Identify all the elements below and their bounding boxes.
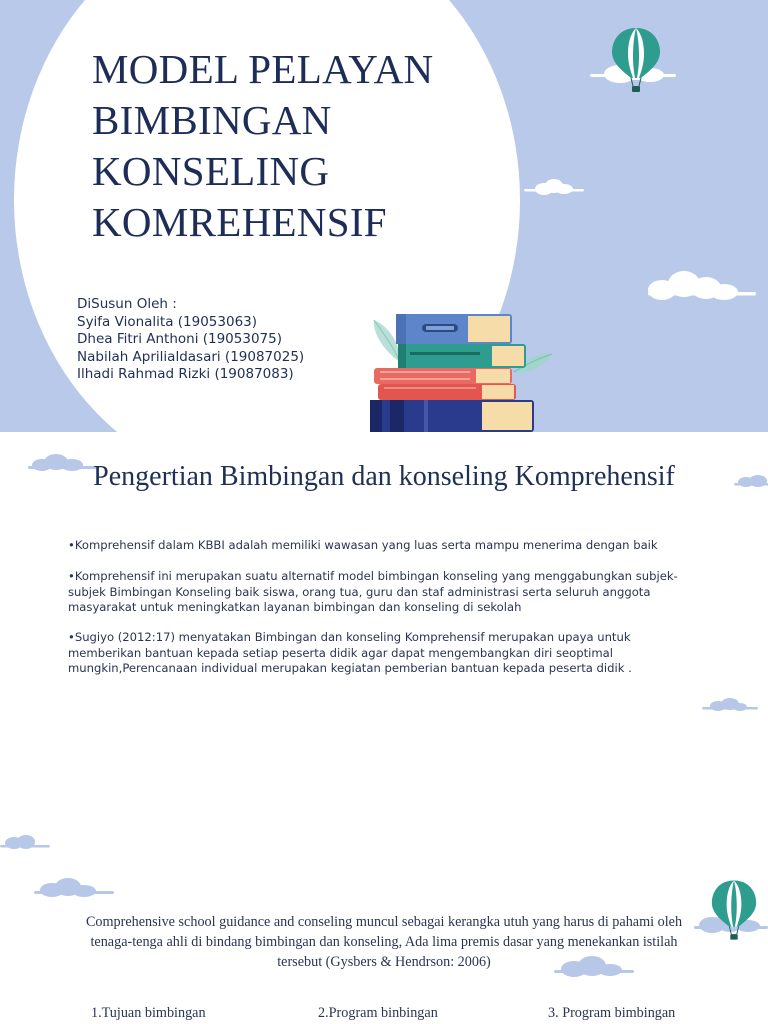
cloud-icon — [524, 178, 584, 198]
title-line: MODEL PELAYAN — [92, 46, 434, 92]
cloud-icon — [702, 698, 758, 714]
author-name: Syifa Vionalita (19053063) — [77, 313, 258, 330]
author-name: Ilhadi Rahmad Rizki (19087083) — [77, 366, 294, 382]
content-slide — [0, 432, 768, 1024]
program-item: 2.Program binbingan — [318, 1005, 438, 1021]
quote-paragraph: Comprehensive school guidance and conseling muncul sebagai kerangka utuh yang harus di pahami oleh tenaga-tenga ahli di bindang bimbingan dan konseling, Ada lima premis dasar yang menekankan istilah tersebut (Gysbers & Hendrson: 2006) — [85, 914, 683, 970]
title-line: KOMREHENSIF — [92, 199, 387, 245]
title-line: KONSELING — [92, 148, 330, 194]
author-name: Nabilah Aprilialdasari (19087025) — [77, 348, 305, 365]
title-slide — [0, 0, 768, 432]
author-name: Dhea Fitri Anthoni (19053075) — [77, 331, 282, 347]
title-line: BIMBINGAN — [92, 97, 332, 143]
author-list — [77, 296, 377, 384]
hot-air-balloon-icon — [710, 878, 758, 944]
paragraph-sugiyo: •Sugiyo (2012:17) menyatakan Bimbingan dan konseling Komprehensif merupakan upaya untuk memberikan bantuan kepada setiap peserta didik agar dapat mengembangkan diri seoptimal mungkin,Perencanaan individual merupakan kegiatan pemberian bantuan kepada peserta didik . — [68, 630, 632, 675]
program-item: 1.Tujuan bimbingan — [91, 1005, 206, 1021]
cloud-icon — [34, 878, 114, 900]
cloud-icon — [0, 834, 50, 852]
presentation-title — [92, 44, 512, 248]
books-stack-icon — [364, 308, 556, 432]
author-heading: DiSusun Oleh : — [77, 296, 177, 312]
hot-air-balloon-icon — [610, 26, 662, 96]
program-item: 3. Program bimbingan — [548, 1005, 676, 1021]
section-title: Pengertian Bimbingan dan konseling Komprehensif — [93, 461, 675, 492]
paragraph-alternative-model: •Komprehensif ini merupakan suatu alternatif model bimbingan konseling yang menggabungkan subjek-subjek Bimbingan Konseling baik siswa, orang tua, guru dan staf administrasi serta seluruh anggota masyarakat untuk meningkatkan layanan bimbingan dan konseling di sekolah — [68, 569, 678, 614]
paragraph-definition: •Komprehensif dalam KBBI adalah memiliki wawasan yang luas serta mampu menerima dengan baik — [68, 538, 658, 552]
cloud-icon — [644, 270, 756, 306]
